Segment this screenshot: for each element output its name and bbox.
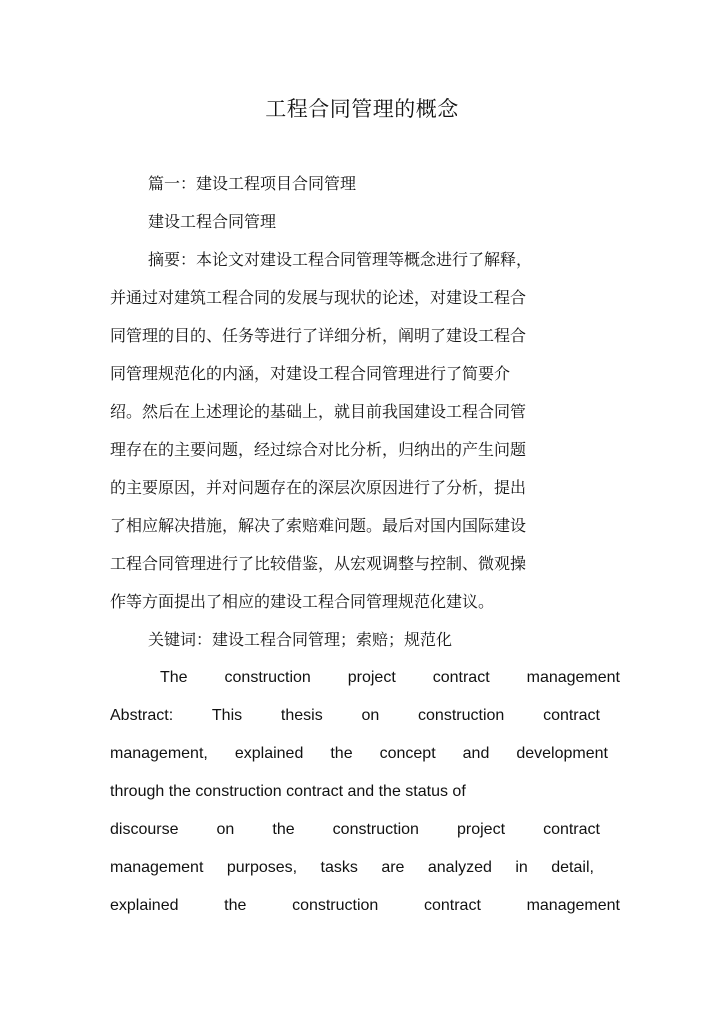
abstract-line: 作等方面提出了相应的建设工程合同管理规范化建议。: [110, 592, 495, 611]
english-word: The: [160, 669, 188, 686]
english-word: contract: [423, 897, 481, 914]
english-word: construction: [292, 897, 379, 914]
abstract-line: 绍。然后在上述理论的基础上，就目前我国建设工程合同管: [110, 402, 527, 421]
subheading: 建设工程合同管理: [148, 212, 277, 231]
english-word: contract: [432, 669, 490, 686]
abstract-line: 摘要：本论文对建设工程合同管理等概念进行了解释，: [148, 250, 533, 269]
english-word: This: [211, 707, 243, 724]
english-word: the: [224, 897, 247, 914]
abstract-line: 同管理的目的、任务等进行了详细分析，阐明了建设工程合: [110, 326, 527, 345]
section-heading: 篇一：建设工程项目合同管理: [148, 174, 357, 193]
keywords: 关键词：建设工程合同管理；索赔；规范化: [148, 630, 453, 649]
english-line: through the construction contract and the status of: [110, 783, 466, 800]
english-word: project: [347, 669, 396, 686]
english-word: construction: [332, 821, 419, 838]
english-word: purposes,: [226, 859, 298, 876]
abstract-line: 并通过对建筑工程合同的发展与现状的论述，对建设工程合: [110, 288, 527, 307]
english-word: concept: [379, 745, 436, 762]
english-word: development: [516, 745, 608, 762]
abstract-line: 的主要原因，并对问题存在的深层次原因进行了分析，提出: [110, 478, 527, 497]
english-word: analyzed: [427, 859, 492, 876]
english-line: [110, 744, 608, 764]
english-word: Abstract:: [110, 707, 174, 724]
abstract-line: 工程合同管理进行了比较借鉴，从宏观调整与控制、微观操: [110, 554, 527, 573]
english-word: thesis: [280, 707, 323, 724]
english-word: are: [381, 859, 405, 876]
english-word: explained: [110, 897, 179, 914]
english-word: explained: [234, 745, 304, 762]
english-word: on: [361, 707, 380, 724]
english-word: construction: [224, 669, 311, 686]
english-word: and: [462, 745, 490, 762]
english-line: [110, 858, 594, 878]
english-word: management: [110, 859, 204, 876]
document-title: 工程合同管理的概念: [265, 97, 459, 121]
english-word: tasks: [320, 859, 358, 876]
english-word: management,: [110, 745, 208, 762]
english-word: contract: [543, 821, 600, 838]
english-line: [160, 668, 620, 688]
english-line: [110, 820, 600, 840]
english-word: contract: [543, 707, 600, 724]
english-word: project: [456, 821, 506, 838]
english-word: on: [216, 821, 235, 838]
english-word: discourse: [110, 821, 179, 838]
english-word: construction: [418, 707, 505, 724]
abstract-line: 了相应解决措施，解决了索赔难问题。最后对国内国际建设: [110, 516, 527, 535]
abstract-line: 理存在的主要问题，经过综合对比分析，归纳出的产生问题: [110, 440, 527, 459]
english-word: the: [330, 745, 353, 762]
english-word: the: [272, 821, 295, 838]
english-line: [110, 896, 620, 916]
english-word: detail,: [551, 859, 594, 876]
english-word: management: [526, 897, 620, 914]
english-word: management: [526, 669, 620, 686]
abstract-line: 同管理规范化的内涵，对建设工程合同管理进行了简要介: [110, 364, 511, 383]
english-word: in: [515, 859, 528, 876]
english-line: [110, 706, 600, 726]
